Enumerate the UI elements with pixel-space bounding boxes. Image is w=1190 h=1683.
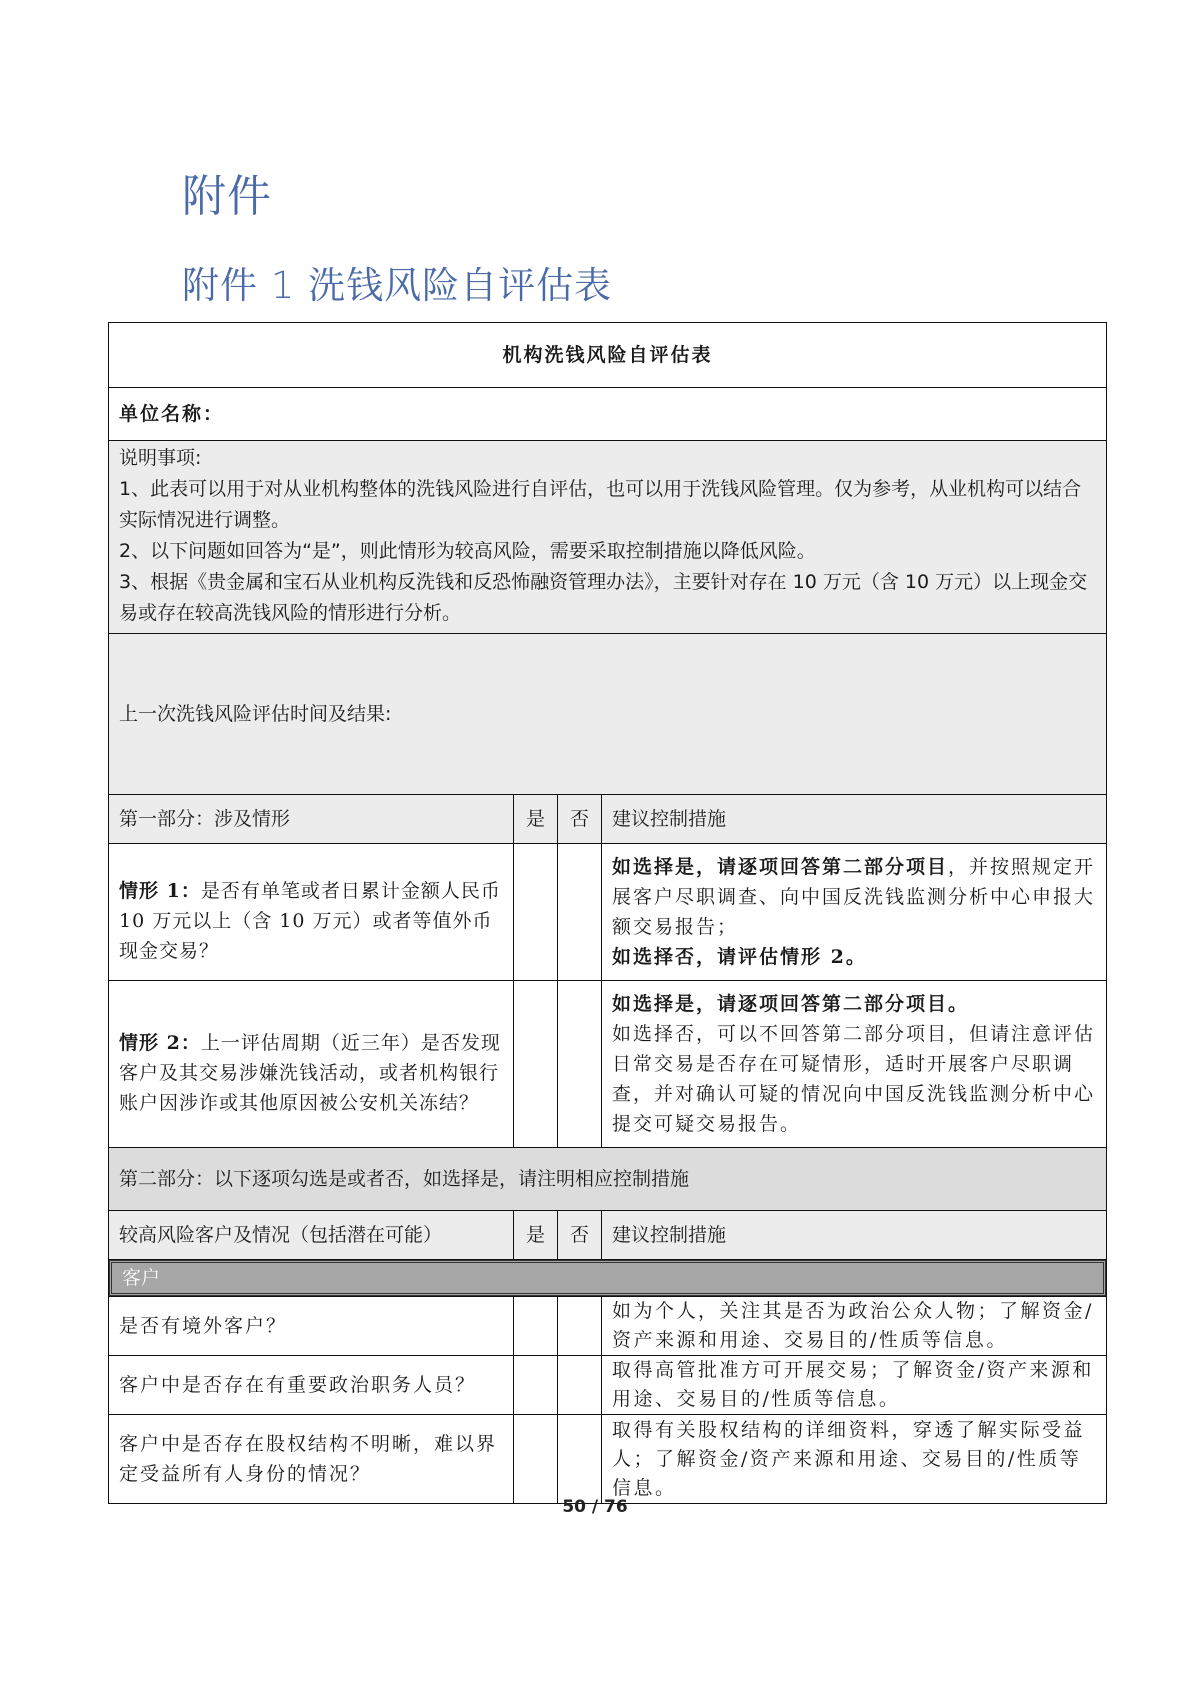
question-row (109, 1356, 1107, 1415)
part2-heading: 第二部分：以下逐项勾选是或者否，如选择是，请注明相应控制措施 (109, 1148, 1107, 1211)
measures-header: 建议控制措施 (602, 1211, 1107, 1260)
question-row (109, 1297, 1107, 1356)
measure-text: ，并按照规定开展客户尽职调查、向中国反洗钱监测分析中心申报大额交易报告； (612, 856, 1096, 938)
yes-checkbox-cell[interactable] (514, 981, 558, 1148)
unit-name-field[interactable] (109, 388, 1107, 441)
measure-text: 如选择否，请评估情形 2。 (612, 946, 867, 968)
case-row (109, 981, 1107, 1148)
notes-row (109, 441, 1107, 634)
part2-header-row (109, 1211, 1107, 1260)
no-header: 否 (558, 1211, 602, 1260)
form-title: 机构洗钱风险自评估表 (109, 323, 1107, 388)
case-row (109, 844, 1107, 981)
yes-header: 是 (514, 795, 558, 844)
yes-checkbox-cell[interactable] (514, 844, 558, 981)
question-measures: 取得有关股权结构的详细资料，穿透了解实际受益人；了解资金/资产来源和用途、交易目的/性质等信息。 (602, 1415, 1107, 1504)
part1-topic-header: 第一部分：涉及情形 (109, 795, 514, 844)
note-item: 3、根据《贵金属和宝石从业机构反洗钱和反恐怖融资管理办法》，主要针对存在 10 万元（含 10 万元）以上现金交易或存在较高洗钱风险的情形进行分析。 (119, 571, 1088, 624)
case-text: 是否有单笔或者日累计金额人民币 10 万元以上（含 10 万元）或者等值外币现金交易？ (119, 880, 501, 962)
no-checkbox-cell[interactable] (558, 1356, 602, 1415)
question-row (109, 1415, 1107, 1504)
note-item: 1、此表可以用于对从业机构整体的洗钱风险进行自评估，也可以用于洗钱风险管理。仅为参考，从业机构可以结合实际情况进行调整。 (119, 478, 1082, 531)
part1-header-row (109, 795, 1107, 844)
measure-text: 如选择是，请逐项回答第二部分项目 (612, 856, 949, 878)
case-text: 上一评估周期（近三年）是否发现客户及其交易涉嫌洗钱活动，或者机构银行账户因涉诈或其他原因被公安机关冻结？ (119, 1032, 501, 1114)
no-header: 否 (558, 795, 602, 844)
case-question (109, 981, 514, 1148)
previous-assessment-row (109, 634, 1107, 795)
category-row (109, 1260, 1107, 1297)
previous-assessment-label: 上一次洗钱风险评估时间及结果: (119, 703, 392, 725)
previous-assessment-field[interactable] (109, 634, 1107, 795)
no-checkbox-cell[interactable] (558, 981, 602, 1148)
question-text: 客户中是否存在股权结构不明晰，难以界定受益所有人身份的情况？ (109, 1415, 514, 1504)
self-assessment-form (108, 322, 1107, 1504)
category-cell (109, 1260, 1107, 1297)
appendix-1-heading: 附件 1 洗钱风险自评估表 (182, 264, 613, 307)
question-text: 客户中是否存在有重要政治职务人员？ (109, 1356, 514, 1415)
notes-heading: 说明事项: (119, 447, 202, 469)
notes-section (109, 441, 1107, 634)
unit-name-label: 单位名称： (119, 403, 225, 425)
case-label: 情形 2： (119, 1032, 201, 1054)
measures-header: 建议控制措施 (602, 795, 1107, 844)
measure-text: 如选择是，请逐项回答第二部分项目。 (612, 993, 970, 1015)
yes-checkbox-cell[interactable] (514, 1297, 558, 1356)
case-question (109, 844, 514, 981)
no-checkbox-cell[interactable] (558, 1297, 602, 1356)
measure-text: 如选择否，可以不回答第二部分项目，但请注意评估日常交易是否存在可疑情形，适时开展客户尽职调查，并对确认可疑的情况向中国反洗钱监测分析中心提交可疑交易报告。 (612, 1023, 1096, 1135)
form-title-row (109, 323, 1107, 388)
question-measures: 取得高管批准方可开展交易；了解资金/资产来源和用途、交易目的/性质等信息。 (602, 1356, 1107, 1415)
page-number: 50 / 76 (562, 1497, 628, 1517)
appendix-heading: 附件 (182, 171, 272, 222)
part2-heading-row (109, 1148, 1107, 1211)
yes-header: 是 (514, 1211, 558, 1260)
note-item: 2、以下问题如回答为“是”，则此情形为较高风险，需要采取控制措施以降低风险。 (119, 540, 816, 562)
case-measures (602, 844, 1107, 981)
no-checkbox-cell[interactable] (558, 1415, 602, 1504)
no-checkbox-cell[interactable] (558, 844, 602, 981)
case-label: 情形 1： (119, 880, 201, 902)
case-measures (602, 981, 1107, 1148)
question-text: 是否有境外客户？ (109, 1297, 514, 1356)
question-measures: 如为个人，关注其是否为政治公众人物；了解资金/资产来源和用途、交易目的/性质等信息。 (602, 1297, 1107, 1356)
unit-name-row (109, 388, 1107, 441)
part2-topic-header: 较高风险客户及情况（包括潜在可能） (109, 1211, 514, 1260)
category-label: 客户 (109, 1260, 1106, 1296)
yes-checkbox-cell[interactable] (514, 1415, 558, 1504)
yes-checkbox-cell[interactable] (514, 1356, 558, 1415)
